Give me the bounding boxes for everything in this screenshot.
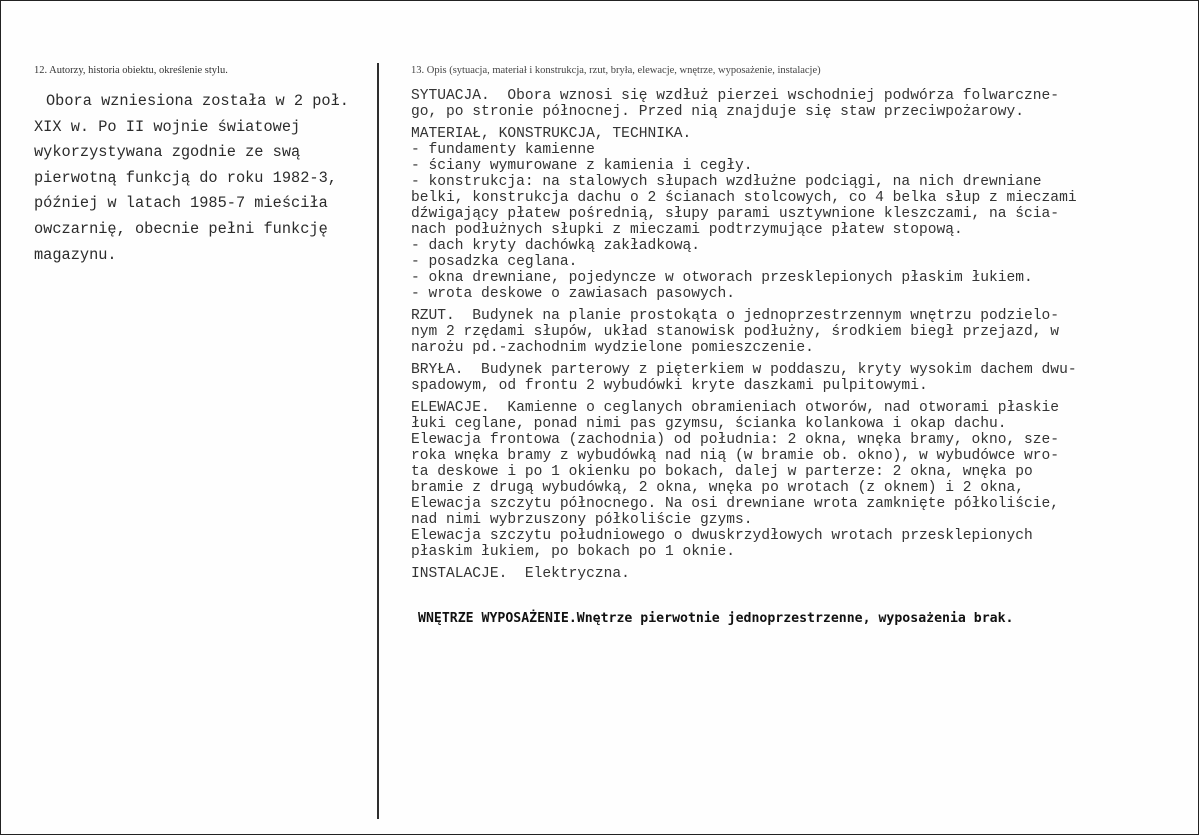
description-line: ELEWACJE. Kamienne o ceglanych obramieniach otworów, nad otworami płaskie (411, 400, 1060, 416)
history-text (34, 89, 372, 268)
history-line: Obora wzniesiona została w 2 poł. (46, 92, 349, 110)
description-line: - dach kryty dachówką zakładkową. (411, 238, 701, 254)
description-line: ta deskowe i po 1 okienku po bokach, dalej w parterze: 2 okna, wnęka po (411, 464, 1033, 480)
right-column-header: 13. Opis (sytuacja, materiał i konstrukcja, rzut, bryła, elewacje, wnętrze, wyposażenie, instalacje) (411, 65, 821, 76)
history-line: owczarnię, obecnie pełni funkcję (34, 219, 328, 238)
description-line: spadowym, od frontu 2 wybudówki kryte daszkami pulpitowymi. (411, 378, 928, 394)
history-line: później w latach 1985-7 mieściła (34, 194, 328, 213)
description-line: nym 2 rzędami słupów, układ stanowisk podłużny, środkiem biegł przejazd, w (411, 324, 1060, 340)
description-line: - wrota deskowe o zawiasach pasowych. (411, 286, 736, 302)
description-line: MATERIAŁ, KONSTRUKCJA, TECHNIKA. (411, 126, 692, 142)
description-line: - okna drewniane, pojedyncze w otworach przesklepionych płaskim łukiem. (411, 270, 1033, 286)
description-line: narożu pd.-zachodnim wydzielone pomieszczenie. (411, 340, 814, 356)
description-line: - fundamenty kamienne (411, 142, 595, 158)
description-line: Elewacja frontowa (zachodnia) od południa: 2 okna, wnęka bramy, okno, sze- (411, 432, 1060, 448)
history-line: pierwotną funkcją do roku 1982-3, (34, 168, 337, 187)
description-line: Elewacja szczytu południowego o dwuskrzydłowych wrotach przesklepionych (411, 528, 1033, 544)
description-line: roka wnęka bramy z wybudówką nad nią (w bramie ob. okno), w wybudówce wro- (411, 448, 1060, 464)
description-line: dźwigający płatew pośrednią, słupy parami usztywnione kleszczami, na ścia- (411, 206, 1060, 222)
column-divider (377, 63, 379, 819)
description-line: INSTALACJE. Elektryczna. (411, 566, 630, 582)
section-rzut (411, 308, 1181, 356)
history-line: wykorzystywana zgodnie ze swą (34, 143, 301, 162)
section-instalacje (411, 566, 1181, 582)
description-line: nad nimi wybrzuszony półkoliście gzyms. (411, 512, 753, 528)
left-column-header: 12. Autorzy, historia obiektu, określenie stylu. (34, 65, 228, 76)
interior-furnishing-line: WNĘTRZE WYPOSAŻENIE.Wnętrze pierwotnie jednoprzestrzenne, wyposażenia brak. (418, 611, 1014, 626)
section-bryla (411, 362, 1181, 394)
description-line: - ściany wymurowane z kamienia i cegły. (411, 158, 753, 174)
description-line: BRYŁA. Budynek parterowy z pięterkiem w poddaszu, kryty wysokim dachem dwu- (411, 362, 1077, 378)
description-line: płaskim łukiem, po bokach po 1 oknie. (411, 544, 736, 560)
description-line: Elewacja szczytu północnego. Na osi drewniane wrota zamknięte półkoliście, (411, 496, 1060, 512)
section-elewacje (411, 400, 1181, 560)
description-line: łuki ceglane, ponad nimi pas gzymsu, ścianka kolankowa i okap dachu. (411, 416, 1007, 432)
description-line: belki, konstrukcja dachu o 2 ścianach stolcowych, co 4 belka słup z mieczami (411, 190, 1077, 206)
description-line: RZUT. Budynek na planie prostokąta o jednoprzestrzennym wnętrzu podzielo- (411, 308, 1060, 324)
description-line: SYTUACJA. Obora wznosi się wzdłuż pierzei wschodniej podwórza folwarczne- (411, 88, 1060, 104)
description-line: go, po stronie północnej. Przed nią znajduje się staw przeciwpożarowy. (411, 104, 1025, 120)
section-sytuacja (411, 88, 1181, 120)
history-line: magazynu. (34, 245, 117, 264)
history-line: XIX w. Po II wojnie światowej (34, 117, 301, 136)
description-line: - konstrukcja: na stalowych słupach wzdłużne podciągi, na nich drewniane (411, 174, 1042, 190)
description-line: bramie z drugą wybudówką, 2 okna, wnęka po wrotach (z oknem) i 2 okna, (411, 480, 1025, 496)
description-line: nach podłużnych słupki z mieczami podtrzymujące płatew stopową. (411, 222, 963, 238)
section-material-konstrukcja (411, 126, 1181, 302)
description-line: - posadzka ceglana. (411, 254, 578, 270)
description-text (411, 88, 1181, 588)
